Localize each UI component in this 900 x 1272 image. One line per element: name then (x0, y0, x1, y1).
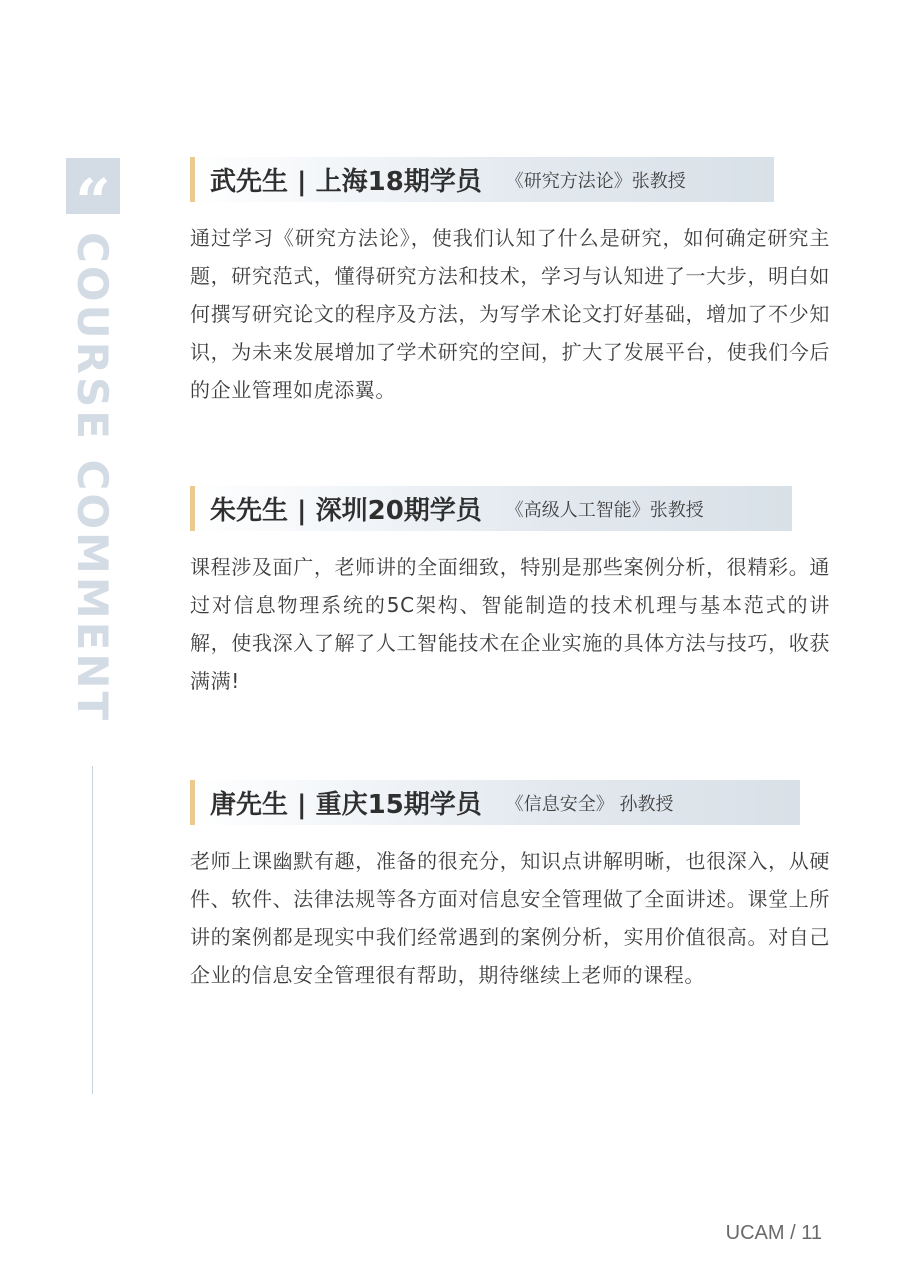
vertical-title: COURSE COMMENT (68, 232, 117, 724)
student-name: 朱先生 | 深圳20期学员 (210, 496, 482, 526)
comment-text: 通过学习《研究方法论》，使我们认知了什么是研究，如何确定研究主题，研究范式，懂得研究方法和技术，学习与认知进了一大步，明白如何撰写研究论文的程序及方法，为写学术论文打好基础，增加了不少知识，为未来发展增加了学术研究的空间，扩大了发展平台，使我们今后的企业管理如虎添翼。 (190, 226, 830, 402)
page-number: UCAM / 11 (725, 1222, 822, 1244)
accent-bar (190, 780, 195, 825)
student-name: 唐先生 | 重庆15期学员 (210, 790, 482, 820)
comment-block (190, 486, 830, 700)
quote-icon: “ (75, 165, 111, 238)
comment-block (190, 780, 830, 994)
quote-mark-box (66, 158, 120, 238)
accent-bar (190, 157, 195, 202)
comment-text: 课程涉及面广，老师讲的全面细致，特别是那些案例分析，很精彩。通过对信息物理系统的5C架构、智能制造的技术机理与基本范式的讲解，使我深入了解了人工智能技术在企业实施的具体方法与技巧，收获满满! (190, 555, 830, 693)
student-name: 武先生 | 上海18期学员 (210, 167, 482, 197)
comment-header (190, 780, 800, 825)
course-title: 《研究方法论》张教授 (505, 170, 686, 192)
comment-text: 老师上课幽默有趣，准备的很充分，知识点讲解明晰，也很深入，从硬件、软件、法律法规等各方面对信息安全管理做了全面讲述。课堂上所讲的案例都是现实中我们经常遇到的案例分析，实用价值很高。对自己企业的信息安全管理很有帮助，期待继续上老师的课程。 (190, 849, 830, 987)
vertical-divider (92, 766, 93, 1094)
comment-block (190, 157, 830, 409)
course-title: 《高级人工智能》张教授 (505, 499, 704, 521)
comment-header (190, 157, 774, 202)
accent-bar (190, 486, 195, 531)
comment-header (190, 486, 792, 531)
course-title: 《信息安全》 孙教授 (505, 793, 674, 815)
